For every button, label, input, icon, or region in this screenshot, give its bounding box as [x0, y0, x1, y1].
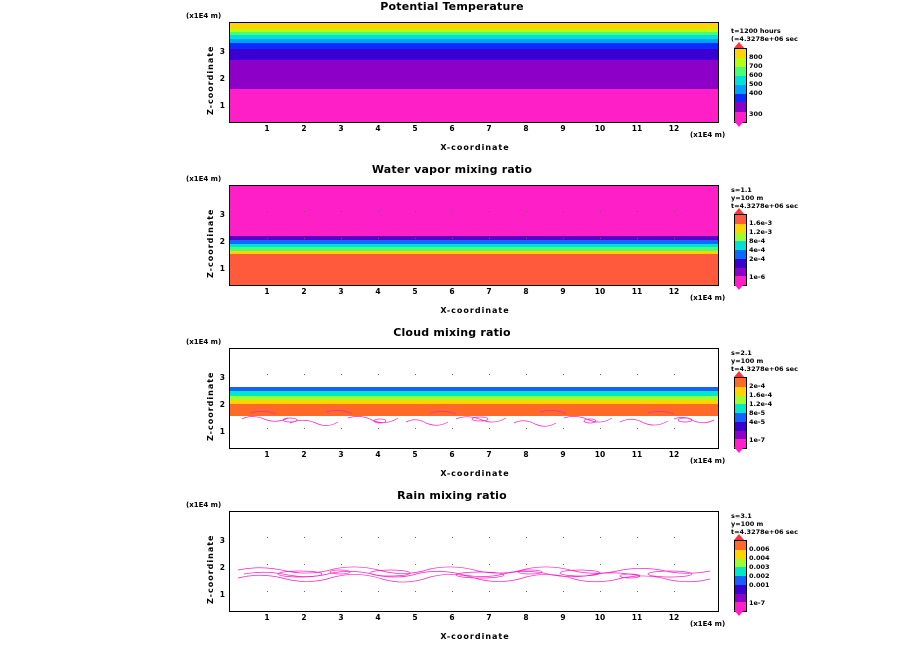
- colorbar-tick: 600: [749, 71, 763, 79]
- speckle-and-grid: [230, 512, 718, 611]
- annotation-line: t=4.3278e+06 sec: [731, 365, 798, 373]
- panel-rain-mixing-ratio: [0, 489, 904, 654]
- colorbar-tick: 300: [749, 110, 763, 118]
- colorbar-segment: [735, 594, 746, 603]
- x-tick: 10: [594, 124, 606, 133]
- x-tick: 11: [631, 124, 643, 133]
- x-tick: 10: [594, 287, 606, 296]
- colorbar: [734, 377, 747, 449]
- annotation-line: t=4.3278e+06 sec: [731, 202, 798, 210]
- y-tick: 3: [219, 47, 225, 56]
- annotation-line: s=1.1: [731, 186, 752, 194]
- y-unit-top: (x1E4 m): [186, 12, 222, 20]
- colorbar-tick: 0.006: [749, 545, 770, 553]
- colorbar-segment: [735, 268, 746, 277]
- contour-band: [230, 29, 718, 32]
- colorbar-under-arrow: [734, 121, 744, 127]
- grid-dots: [230, 186, 718, 285]
- x-unit-bottom: (x1E4 m): [690, 131, 726, 139]
- x-unit-bottom: (x1E4 m): [690, 620, 726, 628]
- x-tick: 2: [301, 124, 307, 133]
- x-tick: 3: [338, 613, 344, 622]
- contour-band: [230, 35, 718, 38]
- plot-area: [229, 511, 719, 612]
- y-tick: 2: [219, 563, 225, 572]
- x-tick: 10: [594, 450, 606, 459]
- annotation-line: y=100 m: [731, 520, 764, 528]
- colorbar-tick: 1e-7: [749, 599, 766, 607]
- annotation-line: y=100 m: [731, 357, 764, 365]
- colorbar-tick: 700: [749, 62, 763, 70]
- plot-area: [229, 348, 719, 449]
- x-tick: 5: [412, 287, 418, 296]
- x-tick: 6: [449, 450, 455, 459]
- contour-band: [230, 32, 718, 35]
- colorbar-segment: [735, 541, 746, 550]
- colorbar-tick: 4e-4: [749, 246, 766, 254]
- panel-title: Water vapor mixing ratio: [371, 163, 533, 176]
- colorbar-segment: [735, 559, 746, 568]
- y-tick: 1: [219, 590, 225, 599]
- colorbar-segment: [735, 49, 746, 58]
- x-tick: 9: [560, 450, 566, 459]
- x-tick: 8: [523, 450, 529, 459]
- colorbar-tick: 2e-4: [749, 382, 766, 390]
- colorbar-segment: [735, 67, 746, 76]
- colorbar-tick: 800: [749, 53, 763, 61]
- colorbar-segment: [735, 585, 746, 594]
- x-tick: 1: [264, 613, 270, 622]
- contour-band: [230, 60, 718, 89]
- y-tick: 1: [219, 427, 225, 436]
- colorbar-tick: 1.6e-3: [749, 219, 773, 227]
- x-tick: 5: [412, 613, 418, 622]
- panel-potential-temperature: [0, 0, 904, 160]
- x-axis-label: X-coordinate: [440, 632, 510, 641]
- y-tick: 2: [219, 74, 225, 83]
- colorbar-tick: 0.002: [749, 572, 770, 580]
- x-tick: 6: [449, 613, 455, 622]
- x-tick: 2: [301, 287, 307, 296]
- colorbar-segment: [735, 94, 746, 103]
- colorbar-tick: 400: [749, 89, 763, 97]
- contour-band: [230, 43, 718, 48]
- colorbar-segment: [735, 215, 746, 224]
- colorbar-segment: [735, 250, 746, 259]
- y-tick: 1: [219, 101, 225, 110]
- x-tick: 7: [486, 613, 492, 622]
- x-tick: 2: [301, 613, 307, 622]
- annotation-line: t=1200 hours: [731, 27, 781, 35]
- panel-title: Rain mixing ratio: [397, 489, 507, 502]
- colorbar-tick: 8e-4: [749, 237, 766, 245]
- colorbar-tick: 1.2e-4: [749, 400, 773, 408]
- x-tick: 9: [560, 613, 566, 622]
- colorbar: [734, 540, 747, 612]
- colorbar-segment: [735, 241, 746, 250]
- colorbar-segment: [735, 387, 746, 396]
- x-tick: 6: [449, 124, 455, 133]
- annotation-line: (=4.3278e+06 sec: [731, 35, 798, 43]
- x-tick: 8: [523, 287, 529, 296]
- annotation-line: s=2.1: [731, 349, 752, 357]
- panel-cloud-mixing-ratio: [0, 326, 904, 486]
- x-tick: 1: [264, 287, 270, 296]
- contour-band: [230, 89, 718, 122]
- x-tick: 3: [338, 124, 344, 133]
- colorbar-segment: [735, 567, 746, 576]
- colorbar-tick: 8e-5: [749, 409, 766, 417]
- x-tick: 12: [668, 287, 680, 296]
- x-tick: 4: [375, 450, 381, 459]
- x-tick: 9: [560, 124, 566, 133]
- y-tick: 3: [219, 373, 225, 382]
- y-tick: 3: [219, 536, 225, 545]
- y-tick: 2: [219, 400, 225, 409]
- x-tick: 2: [301, 450, 307, 459]
- y-axis-label: Z-coordinate: [206, 534, 215, 604]
- colorbar-segment: [735, 102, 746, 112]
- x-tick: 11: [631, 287, 643, 296]
- colorbar-tick: 1.2e-3: [749, 228, 773, 236]
- panel-title: Cloud mixing ratio: [393, 326, 511, 339]
- panel-title: Potential Temperature: [380, 0, 524, 13]
- panel-water-vapor-mixing-ratio: [0, 163, 904, 323]
- x-tick: 3: [338, 287, 344, 296]
- x-tick: 6: [449, 287, 455, 296]
- x-tick: 3: [338, 450, 344, 459]
- colorbar-under-arrow: [734, 447, 744, 453]
- x-tick: 11: [631, 613, 643, 622]
- colorbar-segment: [735, 422, 746, 431]
- y-unit-top: (x1E4 m): [186, 501, 222, 509]
- x-axis-label: X-coordinate: [440, 306, 510, 315]
- colorbar-tick: 0.001: [749, 581, 770, 589]
- colorbar-tick: 4e-5: [749, 418, 766, 426]
- y-axis-label: Z-coordinate: [206, 45, 215, 115]
- x-tick: 9: [560, 287, 566, 296]
- colorbar: [734, 48, 747, 123]
- y-unit-top: (x1E4 m): [186, 175, 222, 183]
- colorbar-segment: [735, 550, 746, 559]
- x-tick: 10: [594, 613, 606, 622]
- plot-area: [229, 22, 719, 123]
- colorbar-segment: [735, 431, 746, 440]
- x-tick: 5: [412, 124, 418, 133]
- x-tick: 12: [668, 124, 680, 133]
- speckle-and-grid: [230, 349, 718, 448]
- colorbar-tick: 0.003: [749, 563, 770, 571]
- y-unit-top: (x1E4 m): [186, 338, 222, 346]
- x-tick: 7: [486, 124, 492, 133]
- y-axis-label: Z-coordinate: [206, 208, 215, 278]
- x-tick: 4: [375, 613, 381, 622]
- contour-band: [230, 49, 718, 61]
- x-tick: 7: [486, 450, 492, 459]
- x-tick: 4: [375, 287, 381, 296]
- x-tick: 8: [523, 613, 529, 622]
- x-tick: 5: [412, 450, 418, 459]
- y-axis-label: Z-coordinate: [206, 371, 215, 441]
- x-axis-label: X-coordinate: [440, 469, 510, 478]
- y-tick: 1: [219, 264, 225, 273]
- colorbar-segment: [735, 413, 746, 422]
- colorbar-tick: 1e-7: [749, 436, 766, 444]
- colorbar-segment: [735, 224, 746, 233]
- colorbar-under-arrow: [734, 610, 744, 616]
- colorbar-segment: [735, 404, 746, 413]
- contour-band: [230, 39, 718, 44]
- colorbar-tick: 0.004: [749, 554, 770, 562]
- colorbar-segment: [735, 58, 746, 67]
- y-tick: 2: [219, 237, 225, 246]
- colorbar-segment: [735, 396, 746, 405]
- x-tick: 8: [523, 124, 529, 133]
- x-tick: 1: [264, 124, 270, 133]
- x-tick: 11: [631, 450, 643, 459]
- x-tick: 7: [486, 287, 492, 296]
- colorbar-segment: [735, 76, 746, 85]
- colorbar-tick: 1e-6: [749, 273, 766, 281]
- colorbar-segment: [735, 576, 746, 585]
- colorbar-tick: 2e-4: [749, 255, 766, 263]
- x-tick: 4: [375, 124, 381, 133]
- colorbar-under-arrow: [734, 284, 744, 290]
- x-tick: 12: [668, 450, 680, 459]
- x-unit-bottom: (x1E4 m): [690, 294, 726, 302]
- annotation-line: t=4.3278e+06 sec: [731, 528, 798, 536]
- plot-area: [229, 185, 719, 286]
- colorbar-segment: [735, 233, 746, 242]
- x-tick: 1: [264, 450, 270, 459]
- x-axis-label: X-coordinate: [440, 143, 510, 152]
- contour-band: [230, 23, 718, 29]
- annotation-line: y=100 m: [731, 194, 764, 202]
- x-unit-bottom: (x1E4 m): [690, 457, 726, 465]
- colorbar-segment: [735, 259, 746, 268]
- colorbar-tick: 1.6e-4: [749, 391, 773, 399]
- colorbar-tick: 500: [749, 80, 763, 88]
- colorbar-segment: [735, 378, 746, 387]
- colorbar-segment: [735, 85, 746, 94]
- y-tick: 3: [219, 210, 225, 219]
- x-tick: 12: [668, 613, 680, 622]
- colorbar: [734, 214, 747, 286]
- annotation-line: s=3.1: [731, 512, 752, 520]
